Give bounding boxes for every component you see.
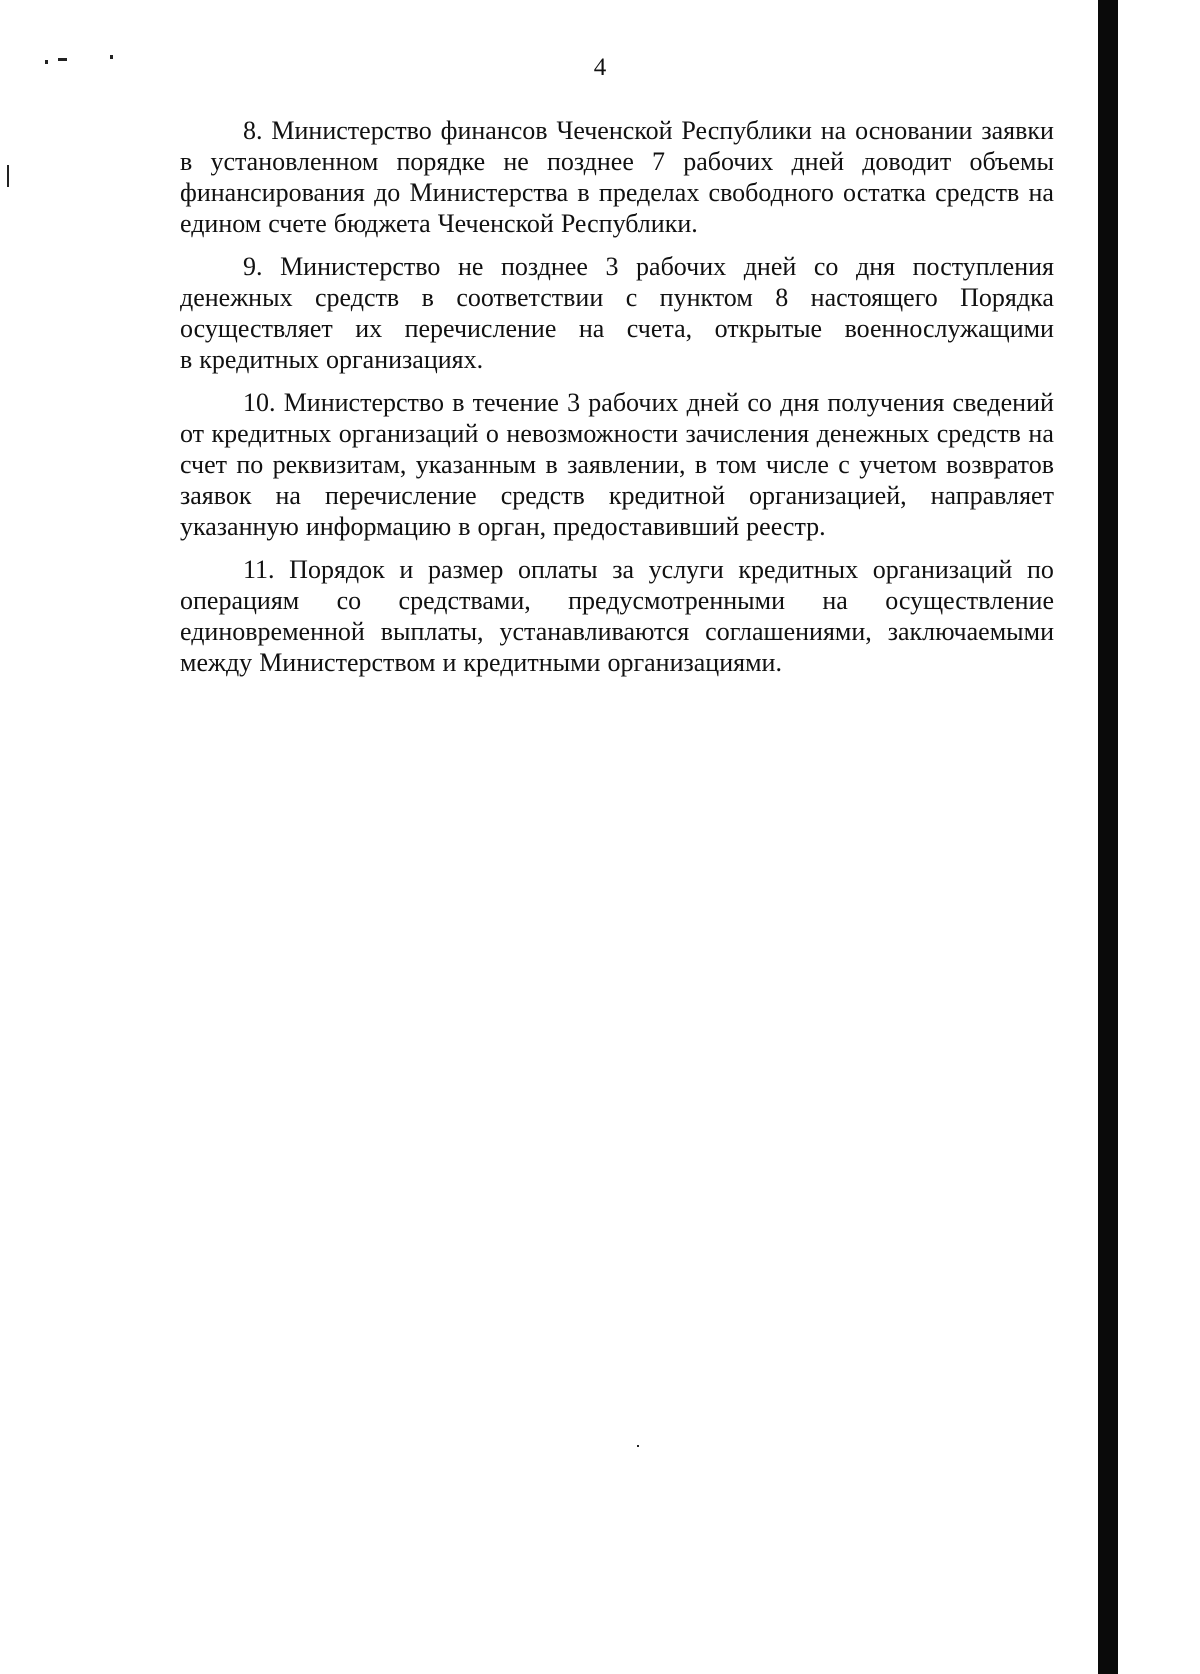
text-line: 8. Министерство финансов Чеченской Республики на основании заявки — [243, 116, 1054, 145]
clause-11 — [180, 554, 1054, 678]
text-line: единовременной выплаты, устанавливаются соглашениями, заключаемыми — [180, 617, 1054, 646]
text-line: в кредитных организациях. — [180, 345, 484, 374]
scan-edge-bar — [1098, 0, 1118, 1674]
text-line: от кредитных организаций о невозможности зачисления денежных средств на — [180, 419, 1054, 448]
scan-speck — [637, 1445, 639, 1447]
text-line: счет по реквизитам, указанным в заявлении, в том числе с учетом возвратов — [180, 450, 1054, 479]
text-line: 9. Министерство не позднее 3 рабочих дней со дня поступления — [243, 252, 1054, 281]
clause-8 — [180, 115, 1054, 239]
text-line: 10. Министерство в течение 3 рабочих дней со дня получения сведений — [243, 388, 1054, 417]
page-number: 4 — [593, 54, 607, 81]
document-body — [180, 115, 1054, 690]
text-line: указанную информацию в орган, предоставивший реестр. — [180, 512, 826, 541]
text-line: финансирования до Министерства в пределах свободного остатка средств на — [180, 178, 1054, 207]
text-line: заявок на перечисление средств кредитной организацией, направляет — [180, 481, 1054, 510]
text-line: операциям со средствами, предусмотренными на осуществление — [180, 586, 1054, 615]
clause-10 — [180, 387, 1054, 542]
text-line: 11. Порядок и размер оплаты за услуги кредитных организаций по — [243, 555, 1054, 584]
text-line: едином счете бюджета Чеченской Республики. — [180, 209, 698, 238]
text-line: осуществляет их перечисление на счета, открытые военнослужащими — [180, 314, 1054, 343]
text-line: между Министерством и кредитными организациями. — [180, 648, 782, 677]
scan-margin-mark — [7, 165, 9, 187]
text-line: в установленном порядке не позднее 7 рабочих дней доводит объемы — [180, 147, 1054, 176]
clause-9 — [180, 251, 1054, 375]
text-line: денежных средств в соответствии с пунктом 8 настоящего Порядка — [180, 283, 1054, 312]
